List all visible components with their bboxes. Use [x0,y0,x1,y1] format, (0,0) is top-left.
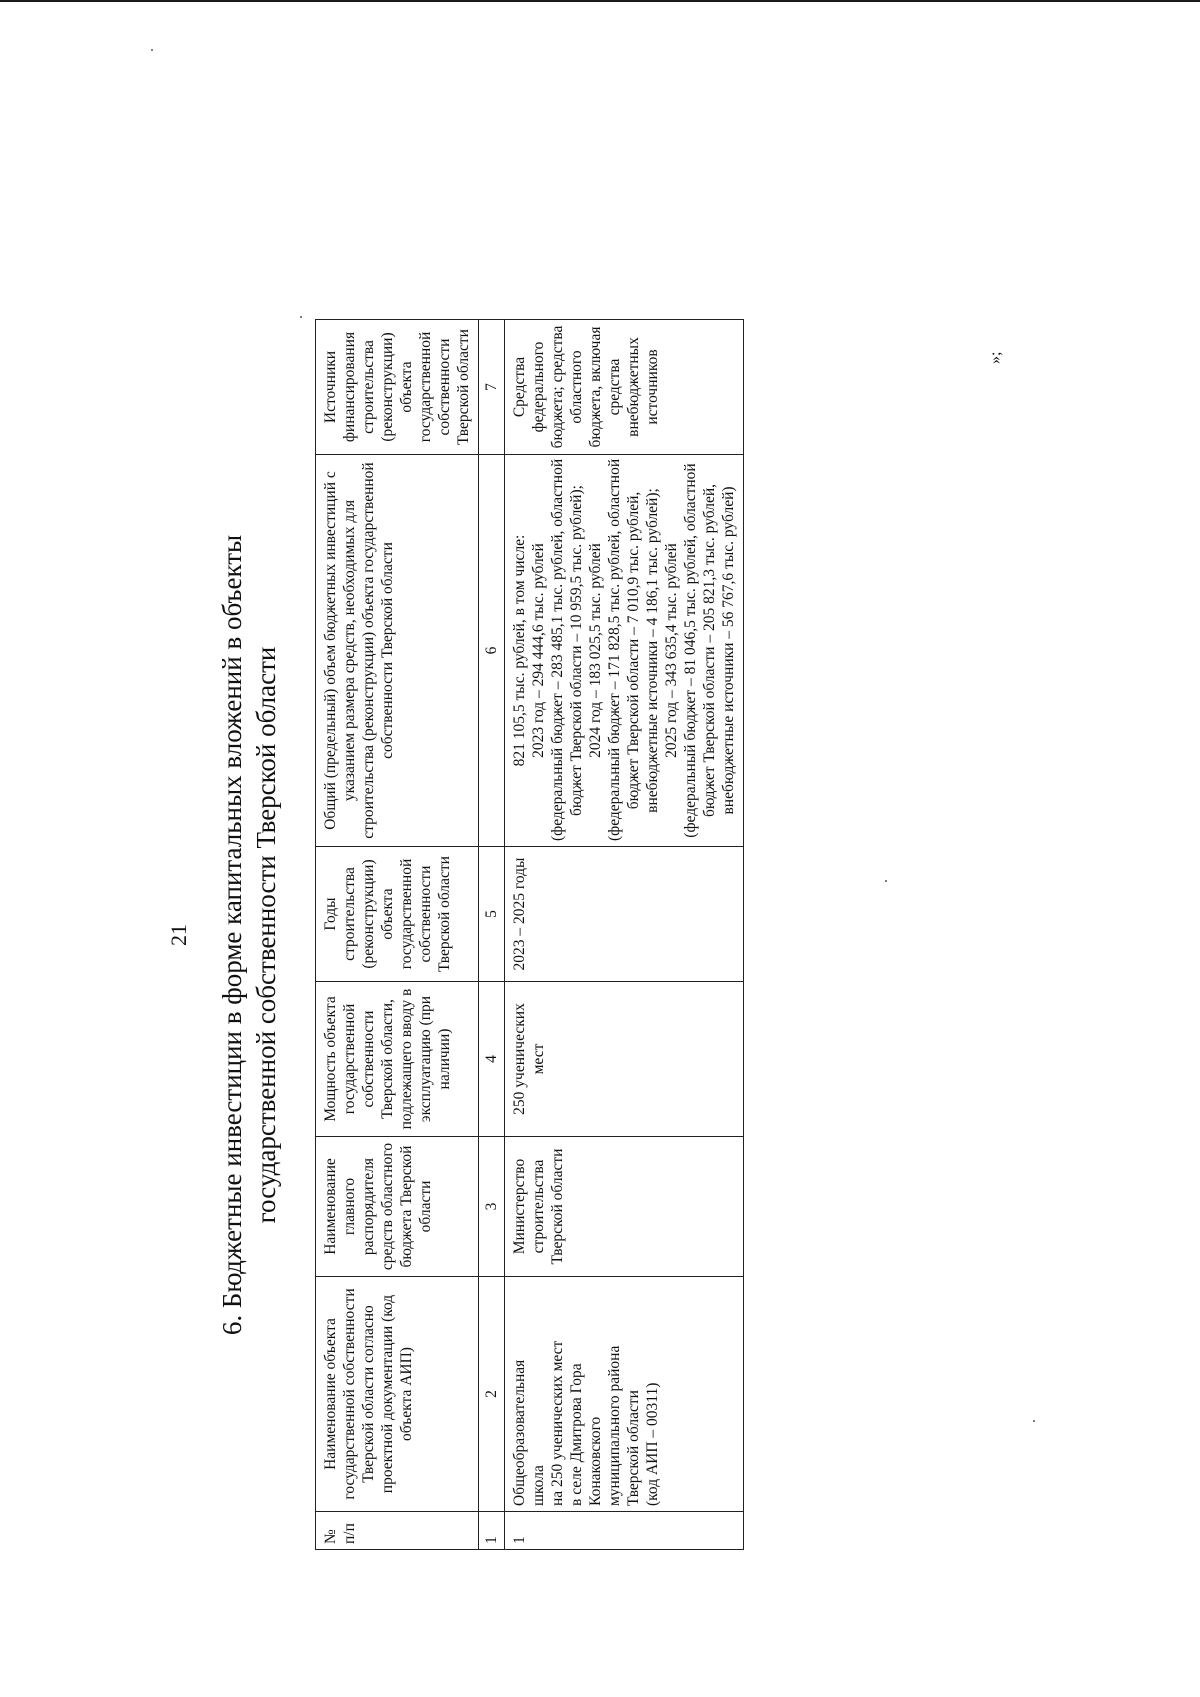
column-number: 4 [479,982,505,1137]
capacity-cell: 250 ученических мест [505,982,744,1137]
column-number: 3 [479,1137,505,1277]
page-number: 21 [166,924,191,946]
object-name-line: Общеобразовательная [511,1359,528,1506]
volume-line: внебюджетные источники – 4 186,1 тыс. рублей); [644,488,661,813]
construction-years-cell: 2023 – 2025 годы [505,847,744,982]
column-number: 6 [479,455,505,847]
object-name-line: на 250 ученических мест [549,1340,566,1506]
volume-line: бюджет Тверской области – 10 959,5 тыс. рублей); [568,485,585,816]
header-num: № п/п [316,1512,479,1550]
header-investment-volume: Общий (предельный) объем бюджетных инвестиций с указанием размера средств, необходимых для строительства (реконструкции) объекта государственной собственности Тверской области [316,455,479,847]
volume-line: бюджет Тверской области – 7 010,9 тыс. рублей, [625,491,642,810]
object-name-line: муниципального района [606,1345,623,1506]
header-construction-years: Годы строительства (реконструкции) объекта государственной собственности Тверской области [316,847,479,982]
volume-line: (федеральный бюджет – 171 828,5 тыс. рублей, областной [606,458,623,841]
volume-line: бюджет Тверской области – 205 821,3 тыс. рублей, [701,483,718,818]
object-name-cell [505,1277,744,1512]
investment-table [315,319,744,1550]
title-line-1: 6. Бюджетные инвестиции в форме капитальных вложений в объекты [217,534,247,1336]
volume-line: 2023 год – 294 444,6 тыс. рублей [530,543,547,758]
column-number: 2 [479,1277,505,1512]
object-name-line: (код АИП – 00311) [644,1382,661,1506]
header-object-name: Наименование объекта государственной собственности Тверской области согласно проектной документации (код объекта АИП) [316,1277,479,1512]
object-name-line: Тверской области [625,1390,642,1506]
volume-line: (федеральный бюджет – 81 046,5 тыс. рублей, областной [682,463,699,838]
volume-line: внебюджетные источники – 56 767,6 тыс. рублей) [720,486,737,815]
budget-manager-cell: Министерство строительства Тверской области [505,1137,744,1277]
column-number: 5 [479,847,505,982]
volume-line: 2025 год – 343 635,4 тыс. рублей [663,543,680,758]
header-row [316,320,479,1550]
column-number-row [479,320,505,1550]
title-line-2: государственной собственности Тверской области [251,646,281,1224]
row-number: 1 [505,1512,744,1550]
object-name-line: в селе Дмитрова Гора [568,1363,585,1506]
closing-quote-mark: »; [987,351,1004,364]
scan-speck [151,49,153,51]
header-capacity: Мощность объекта государственной собственности Тверской области, подлежащего вводу в эксплуатацию (при наличии) [316,982,479,1137]
column-number: 1 [479,1512,505,1550]
investment-volume-cell [505,455,744,847]
scan-edge-line [0,0,1200,2]
volume-line: 821 105,5 тыс. рублей, в том числе: [511,534,528,767]
object-name-line: школа [530,1465,547,1506]
rotated-page [165,290,1035,1580]
volume-line: (федеральный бюджет – 283 485,1 тыс. рублей, областной [549,458,566,841]
header-funding-sources: Источники финансирования строительства (реконструкции) объекта государственной собственности Тверской области [316,320,479,455]
column-number: 7 [479,320,505,455]
funding-sources-cell: Средства федерального бюджета; средства областного бюджета, включая средства внебюджетных источников [505,320,744,455]
table-row [505,320,744,1550]
document-title [215,290,283,1580]
header-budget-manager: Наименование главного распорядителя средств областного бюджета Тверской области [316,1137,479,1277]
volume-line: 2024 год – 183 025,5 тыс. рублей [587,543,604,758]
object-name-line: Конаковского [587,1416,604,1506]
